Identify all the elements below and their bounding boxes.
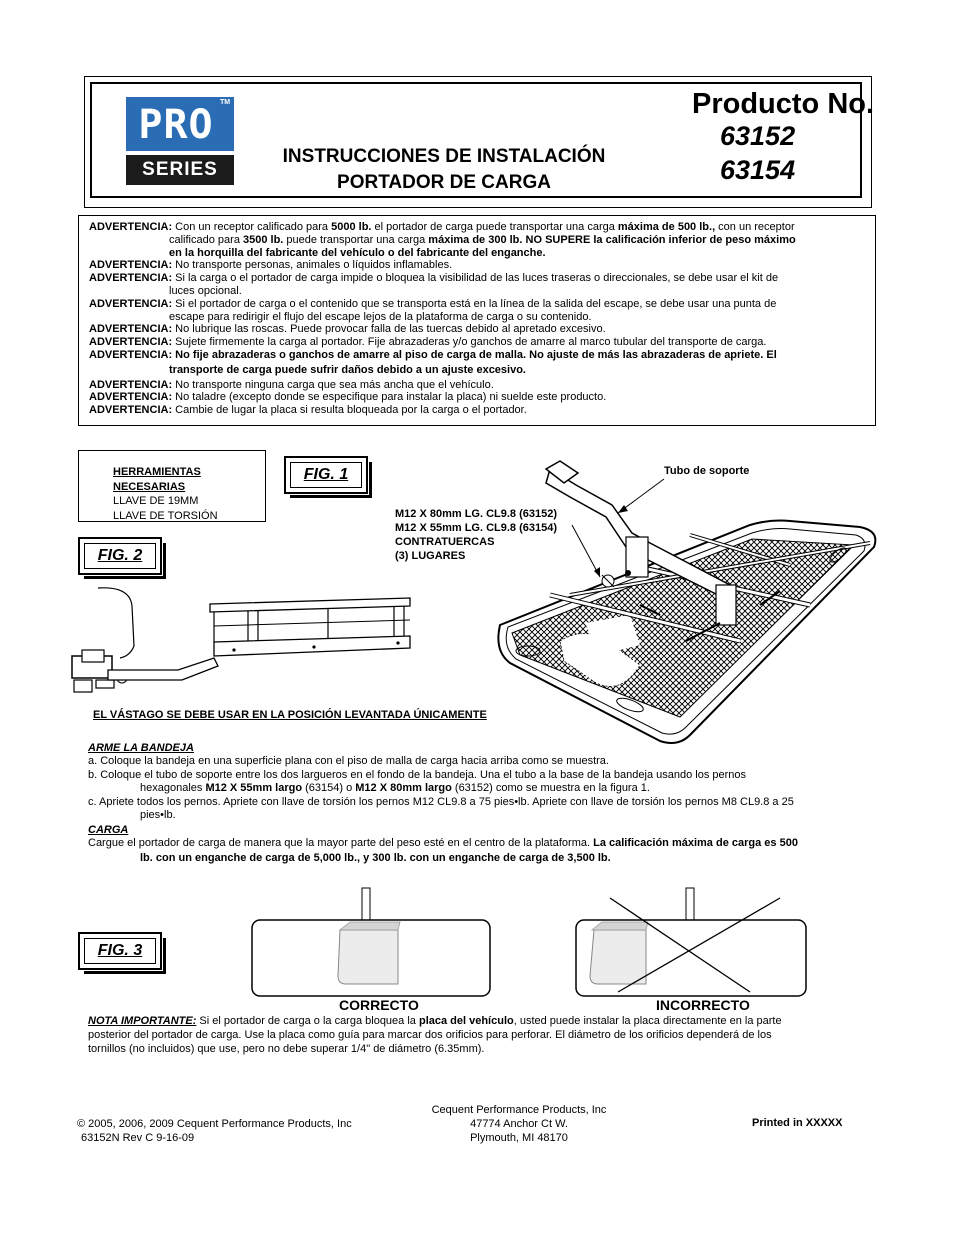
warning-item-cont: en la horquilla del fabricante del vehículo o del fabricante del enganche. — [169, 246, 546, 259]
warning-item: ADVERTENCIA: Si el portador de carga o el contenido que se transporta está en la línea de la salida del escape, se debe usar una punta de — [89, 297, 777, 310]
support-tube-label: Tubo de soporte — [664, 465, 750, 477]
fig-2-label: FIG. 2 — [78, 537, 162, 575]
logo-tm: TM — [220, 99, 231, 106]
warning-item-cont: transporte de carga puede sufrir daños debido a un ajuste excesivo. — [169, 363, 526, 376]
tools-box — [78, 450, 266, 522]
pro-series-logo — [126, 97, 234, 185]
warning-item: ADVERTENCIA: Con un receptor calificado para 5000 lb. el portador de carga puede transportar una carga máxima de 500 lb., con un receptor — [89, 221, 795, 233]
title-line-1: INSTRUCCIONES DE INSTALACIÓN — [282, 146, 606, 167]
load-heading: CARGA — [88, 824, 129, 836]
warning-item-cont: luces opcional. — [169, 284, 242, 297]
warning-item: ADVERTENCIA: No transporte personas, animales o líquidos inflamables. — [89, 259, 453, 272]
note-heading: NOTA IMPORTANTE: — [88, 1015, 197, 1027]
tools-heading-1: HERRAMIENTAS — [113, 466, 201, 478]
footer-address: Cequent Performance Products, Inc 47774 Anchor Ct W. Plymouth, MI 48170 — [431, 1104, 607, 1144]
incorrect-label: INCORRECTO — [656, 997, 750, 1013]
footer-left — [77, 1117, 352, 1145]
warning-item: ADVERTENCIA: No lubrique las roscas. Puede provocar falla de las tuercas debido al apretado excesivo. — [89, 323, 606, 336]
bolt-spec-label: M12 X 80mm LG. CL9.8 (63152) M12 X 55mm LG. CL9.8 (63154) CONTRATUERCAS (3) LUGARES — [395, 508, 558, 562]
assembly-heading: ARME LA BANDEJA — [88, 742, 194, 754]
title-line-2: PORTADOR DE CARGA — [337, 172, 551, 193]
logo-series-text: SERIES — [142, 159, 218, 180]
doc-code: 63152N Rev C 9-16-09 — [81, 1132, 195, 1144]
tool-item: LLAVE DE TORSIÓN — [113, 509, 218, 522]
load-text: Cargue el portador de carga de manera que la mayor parte del peso esté en el centro de la plataforma. La calificación máxima de carga es 500 — [88, 837, 798, 849]
warning-item: ADVERTENCIA: Si la carga o el portador de carga impide o bloquea la visibilidad de las luces traseras o direccionales, se debe usar el kit de — [89, 272, 779, 285]
page-title — [268, 144, 620, 196]
step-b-cont: hexagonales M12 X 55mm largo (63154) o M12 X 80mm largo (63152) como se muestra en la figura 1. — [140, 782, 650, 794]
load-text-cont: lb. con un enganche de carga de 5,000 lb., y 300 lb. con un enganche de carga de 3,500 lb. — [140, 852, 611, 864]
logo-pro-text: PRO — [138, 102, 214, 148]
assembly-section — [88, 742, 878, 865]
product-number-1: 63152 — [720, 121, 796, 151]
warning-item: ADVERTENCIA: No transporte ninguna carga que sea más ancha que el vehículo. — [89, 378, 494, 391]
warning-item-cont: calificado para 3500 lb. puede transportar una carga máxima de 300 lb. NO SUPERE la calificación inferior de peso máximo — [169, 233, 796, 246]
product-number-2: 63154 — [720, 155, 796, 185]
warning-item: ADVERTENCIA: Cambie de lugar la placa si resulta bloqueada por la carga o el portador. — [89, 404, 527, 417]
correct-label: CORRECTO — [339, 997, 419, 1013]
step-b: b. Coloque el tubo de soporte entre los dos largueros en el fondo de la bandeja. Una el tubo a la base de la bandeja usando los pernos — [88, 769, 747, 781]
step-c: c. Apriete todos los pernos. Apriete con llave de torsión los pernos M12 CL9.8 a 75 pies•lb. Apriete con llave de torsión los pernos M8 CL9.8 a 25 — [88, 796, 794, 808]
warning-item: ADVERTENCIA: No fije abrazaderas o ganchos de amarre al piso de carga de malla. No ajuste de más las abrazaderas de apriete. El — [89, 348, 777, 361]
plate-placement-drawing — [250, 888, 810, 1000]
warning-item: ADVERTENCIA: Sujete firmemente la carga al portador. Fije abrazaderas y/o ganchos de amarre al marco tubular del transporte de carga. — [89, 336, 767, 349]
step-c-cont: pies•lb. — [140, 809, 176, 821]
product-label: Producto No. — [692, 88, 875, 120]
copyright: © 2005, 2006, 2009 Cequent Performance Products, Inc — [77, 1118, 352, 1130]
warning-item-cont: escape para redirigir el flujo del escape lejos de la plataforma de carga o su contenido. — [169, 310, 592, 323]
fig-1-label: FIG. 1 — [284, 456, 368, 494]
printed-in: Printed in XXXXX — [752, 1117, 843, 1129]
step-a: a. Coloque la bandeja en una superficie plana con el piso de malla de carga hacia arriba como se muestra. — [88, 755, 609, 767]
tool-item: LLAVE DE 19MM — [113, 495, 199, 507]
warnings-box — [78, 215, 876, 426]
side-view-drawing — [68, 586, 418, 696]
warning-item: ADVERTENCIA: No taladre (excepto donde se especifique para instalar la placa) ni suelde este producto. — [89, 391, 607, 404]
tools-heading-2: NECESARIAS — [113, 480, 186, 493]
cargo-carrier-drawing — [490, 455, 890, 745]
shank-note: EL VÁSTAGO SE DEBE USAR EN LA POSICIÓN LEVANTADA ÚNICAMENTE — [93, 709, 487, 721]
important-note: NOTA IMPORTANTE: Si el portador de carga o la carga bloquea la placa del vehículo, usted puede instalar la placa directamente en la parte posterior del portador de carga. Use la placa como guía para marcar dos orificios para perforar. El diámetro de los orificios dependerá de los tornillos (no incluidos) que use, pero no debe superar 1/4" de diámetro (6.35mm). — [88, 1015, 782, 1055]
fig-3-label: FIG. 3 — [78, 932, 162, 970]
